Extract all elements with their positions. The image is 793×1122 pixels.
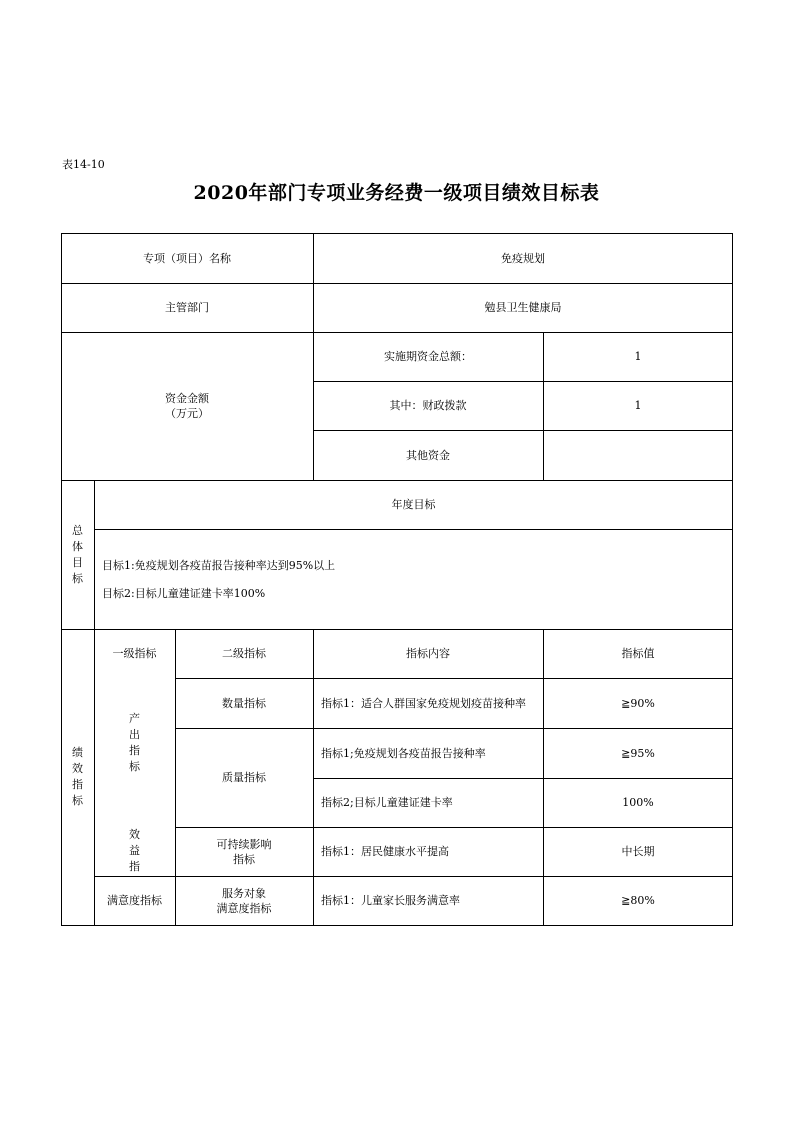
header-level1: 一级指标 <box>112 647 157 660</box>
satisfaction-indicator-value: ≧80% <box>621 894 655 907</box>
funds-label-line2: （万元） <box>165 407 209 420</box>
satisfaction-indicator-content: 指标1：儿童家长服务满意率 <box>321 894 460 907</box>
overall-target-label <box>61 480 94 629</box>
goal-2: 目标2:目标儿童建证建卡率100% <box>102 586 266 600</box>
satisfaction-indicator-label: 满意度指标 <box>107 894 162 907</box>
sustain-indicator-value: 中长期 <box>621 845 655 858</box>
quantity-indicator-value: ≧90% <box>621 696 655 710</box>
header-content: 指标内容 <box>406 647 450 660</box>
benefit-indicator-label <box>94 827 175 876</box>
other-funds-value <box>543 430 733 480</box>
output-char-2: 出 <box>129 728 140 741</box>
sustain-indicator-label <box>175 827 313 876</box>
quality-indicator-value-2: 100% <box>622 796 654 809</box>
department-label: 主管部门 <box>165 301 209 314</box>
funds-label-line1: 资金金额 <box>165 392 209 405</box>
satisfaction-sub-line1: 服务对象 <box>222 886 266 900</box>
quality-indicator-value-1: ≧95% <box>621 746 655 760</box>
project-name-label: 专项（项目）名称 <box>143 251 231 265</box>
satisfaction-sub-label <box>175 876 313 925</box>
overall-char-1: 总 <box>72 523 83 537</box>
perf-char-2: 效 <box>72 762 83 775</box>
sustain-indicator-content: 指标1：居民健康水平提高 <box>321 845 449 858</box>
performance-indicator-label <box>61 629 94 925</box>
benefit-char-3: 指 <box>129 860 140 873</box>
output-char-3: 指 <box>129 744 140 757</box>
goal-1: 目标1:免疫规划各疫苗报告接种率达到95%以上 <box>102 558 336 572</box>
quantity-indicator-content: 指标1：适合人群国家免疫规划疫苗接种率 <box>321 696 526 710</box>
benefit-char-1: 效 <box>129 828 140 841</box>
perf-char-3: 指 <box>72 778 83 791</box>
output-char-1: 产 <box>129 712 140 725</box>
overall-char-4: 标 <box>72 571 83 585</box>
overall-char-3: 目 <box>72 555 83 569</box>
performance-target-table <box>61 233 733 926</box>
satisfaction-sub-line2: 满意度指标 <box>216 901 272 915</box>
header-value: 指标值 <box>621 647 655 660</box>
quality-indicator-content-1: 指标1;免疫规划各疫苗报告接种率 <box>321 746 486 760</box>
department-value: 勉县卫生健康局 <box>484 301 562 314</box>
page-title: 2020年部门专项业务经费一级项目绩效目标表 <box>193 182 600 204</box>
benefit-char-2: 益 <box>129 844 140 857</box>
perf-char-1: 绩 <box>72 746 83 759</box>
perf-char-4: 标 <box>72 794 83 807</box>
output-indicator-label <box>94 711 175 819</box>
total-funds-label: 实施期资金总额： <box>384 350 472 363</box>
quality-indicator-label: 质量指标 <box>222 771 266 784</box>
header-level2: 二级指标 <box>222 647 266 660</box>
fiscal-funds-label: 其中：财政拨款 <box>389 399 467 412</box>
table-number: 表14-10 <box>62 158 105 171</box>
other-funds-label: 其他资金 <box>406 448 450 462</box>
fiscal-funds-value: 1 <box>634 399 642 412</box>
year-target-header: 年度目标 <box>391 498 436 511</box>
sustain-label-line2: 指标 <box>233 852 255 866</box>
quality-indicator-content-2: 指标2;目标儿童建证建卡率 <box>321 796 453 809</box>
project-name-value: 免疫规划 <box>501 251 545 265</box>
output-char-4: 标 <box>129 760 140 773</box>
total-funds-value: 1 <box>634 350 642 363</box>
overall-char-2: 体 <box>72 539 83 553</box>
quantity-indicator-label: 数量指标 <box>222 696 266 710</box>
funds-label <box>61 332 313 480</box>
sustain-label-line1: 可持续影响 <box>216 837 272 851</box>
year-goals <box>94 529 733 629</box>
